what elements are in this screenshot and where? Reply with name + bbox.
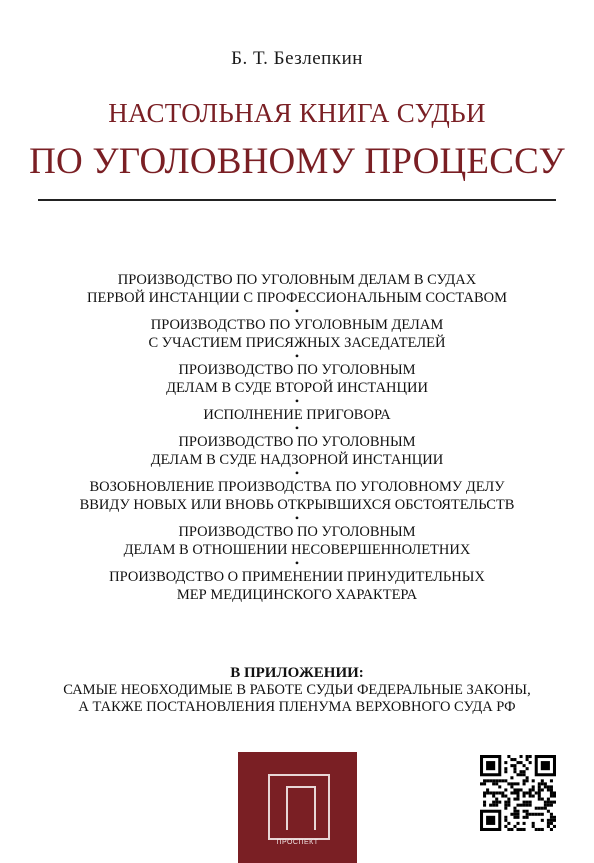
contents-item-line: ПРОИЗВОДСТВО ПО УГОЛОВНЫМ — [178, 434, 416, 450]
qr-code-icon — [480, 755, 556, 831]
bullet-separator: • — [294, 421, 300, 435]
bullet-separator: • — [294, 466, 300, 480]
contents-item — [0, 523, 594, 559]
appendix-block — [0, 665, 594, 716]
contents-item-line: ПРОИЗВОДСТВО ПО УГОЛОВНЫМ — [178, 362, 416, 378]
bullet-separator: • — [294, 394, 300, 408]
title-rule — [38, 199, 556, 201]
contents-item — [0, 271, 594, 307]
logo-arch-icon — [286, 786, 316, 830]
contents-item-line: ПРОИЗВОДСТВО ПО УГОЛОВНЫМ ДЕЛАМ — [150, 317, 444, 333]
contents-item-line: С УЧАСТИЕМ ПРИСЯЖНЫХ ЗАСЕДАТЕЛЕЙ — [148, 335, 446, 351]
appendix-text-line2: А ТАКЖЕ ПОСТАНОВЛЕНИЯ ПЛЕНУМА ВЕРХОВНОГО СУДА РФ — [78, 699, 516, 715]
bullet-separator: • — [294, 304, 300, 318]
appendix-text-line1: САМЫЕ НЕОБХОДИМЫЕ В РАБОТЕ СУДЬИ ФЕДЕРАЛЬНЫЕ ЗАКОНЫ, — [63, 682, 531, 698]
publisher-logo — [238, 752, 357, 863]
publisher-name: ПРОСПЕКТ — [276, 839, 319, 846]
contents-item-line: ПРОИЗВОДСТВО ПО УГОЛОВНЫМ ДЕЛАМ В СУДАХ — [117, 272, 477, 288]
bullet-separator: • — [294, 556, 300, 570]
contents-item-line: ПРОИЗВОДСТВО О ПРИМЕНЕНИИ ПРИНУДИТЕЛЬНЫХ — [109, 569, 485, 585]
contents-item-line: ДЕЛАМ В СУДЕ НАДЗОРНОЙ ИНСТАНЦИИ — [150, 452, 444, 468]
contents-item-line: ДЕЛАМ В СУДЕ ВТОРОЙ ИНСТАНЦИИ — [166, 380, 428, 396]
contents-list — [0, 271, 594, 604]
contents-item — [0, 316, 594, 352]
contents-item-line: МЕР МЕДИЦИНСКОГО ХАРАКТЕРА — [176, 587, 418, 603]
contents-item — [0, 478, 594, 514]
contents-item-line: ВВИДУ НОВЫХ ИЛИ ВНОВЬ ОТКРЫВШИХСЯ ОБСТОЯТЕЛЬСТВ — [79, 497, 515, 513]
contents-item — [0, 361, 594, 397]
appendix-heading: В ПРИЛОЖЕНИИ: — [230, 665, 364, 681]
contents-item — [0, 433, 594, 469]
book-title-line2: ПО УГОЛОВНОМУ ПРОЦЕССУ — [29, 141, 565, 182]
contents-item-line: ПРОИЗВОДСТВО ПО УГОЛОВНЫМ — [178, 524, 416, 540]
logo-frame-icon — [268, 774, 330, 840]
contents-item-line: ДЕЛАМ В ОТНОШЕНИИ НЕСОВЕРШЕННОЛЕТНИХ — [123, 542, 471, 558]
bullet-separator: • — [294, 349, 300, 363]
contents-item — [0, 568, 594, 604]
author-name: Б. Т. Безлепкин — [231, 48, 363, 69]
contents-item-line: ПЕРВОЙ ИНСТАНЦИИ С ПРОФЕССИОНАЛЬНЫМ СОСТАВОМ — [87, 290, 507, 306]
bullet-separator: • — [294, 511, 300, 525]
contents-item-line: ВОЗОБНОВЛЕНИЕ ПРОИЗВОДСТВА ПО УГОЛОВНОМУ ДЕЛУ — [89, 479, 505, 495]
book-title-line1: НАСТОЛЬНАЯ КНИГА СУДЬИ — [108, 98, 486, 128]
contents-item-line: ИСПОЛНЕНИЕ ПРИГОВОРА — [203, 407, 391, 423]
